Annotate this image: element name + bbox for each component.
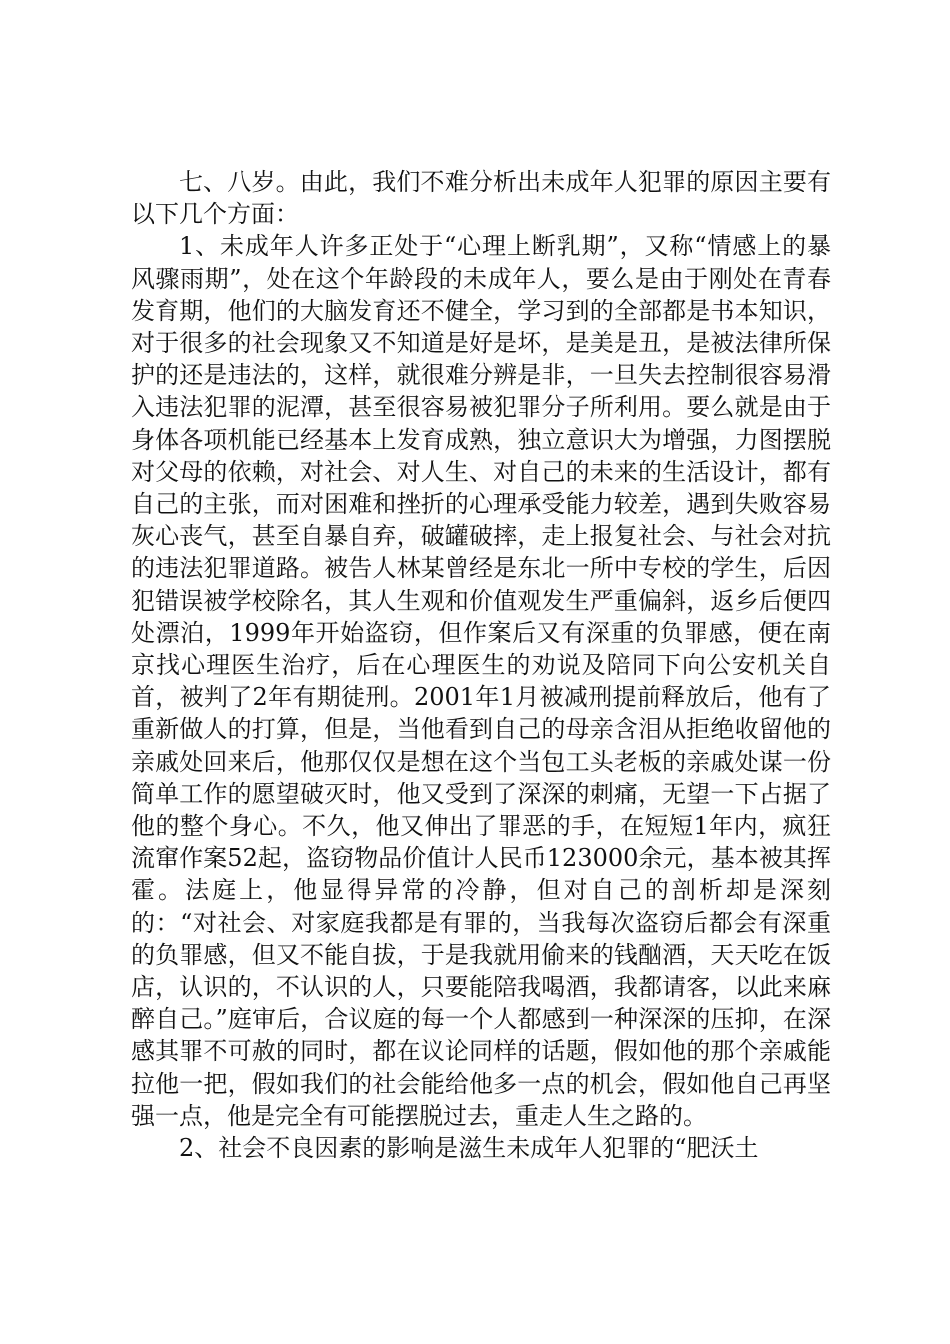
paragraph-continuation: 七、八岁。由此，我们不难分析出未成年人犯罪的原因主要有以下几个方面： [131, 168, 831, 229]
paragraph-point-2: 2、社会不良因素的影响是滋生未成年人犯罪的“肥沃土 [179, 1134, 759, 1163]
paragraph-point-1: 1、未成年人许多正处于“心理上断乳期”，又称“情感上的暴风骤雨期”，处在这个年龄段的未成年人，要么是由于刚处在青春发育期，他们的大脑发育还不健全，学习到的全部都是书本知识，对于很多的社会现象又不知道是好是坏，是美是丑，是被法律所保护的还是违法的，这样，就很难分辨是非，一旦失去控制很容易滑入违法犯罪的泥潭，甚至很容易被犯罪分子所利用。要么就是由于身体各项机能已经基本上发育成熟，独立意识大为增强，力图摆脱对父母的依赖，对社会、对人生、对自己的未来的生活设计，都有自己的主张，而对困难和挫折的心理承受能力较差，遇到失败容易灰心丧气，甚至自暴自弃，破罐破摔，走上报复社会、与社会对抗的违法犯罪道路。被告人林某曾经是东北一所中专校的学生，后因犯错误被学校除名，其人生观和价值观发生严重偏斜，返乡后便四处漂泊，1999年开始盗窃，但作案后又有深重的负罪感，便在南京找心理医生治疗，后在心理医生的劝说及陪同下向公安机关自首，被判了2年有期徒刑。2001年1月被减刑提前释放后，他有了重新做人的打算，但是，当他看到自己的母亲含泪从拒绝收留他的亲戚处回来后，他那仅仅是想在这个当包工头老板的亲戚处谋一份简单工作的愿望破灭时，他又受到了深深的刺痛，无望一下占据了他的整个身心。不久，他又伸出了罪恶的手，在短短1年内，疯狂流窜作案52起，盗窃物品价值计人民币123000余元，基本被其挥霍。法庭上，他显得异常的冷静，但对自己的剖析却是深刻的：“对社会、对家庭我都是有罪的，当我每次盗窃后都会有深重的负罪感，但又不能自拔，于是我就用偷来的钱酗酒，天天吃在饭店，认识的，不认识的人，只要能陪我喝酒，我都请客，以此来麻醉自己。”庭审后，合议庭的每一个人都感到一种深深的压抑，在深感其罪不可赦的同时，都在议论同样的话题，假如他的那个亲戚能拉他一把，假如我们的社会能给他多一点的机会，假如他自己再坚强一点，他是完全有可能摆脱过去，重走人生之路的。 [131, 232, 831, 1130]
body-text [131, 166, 831, 1164]
